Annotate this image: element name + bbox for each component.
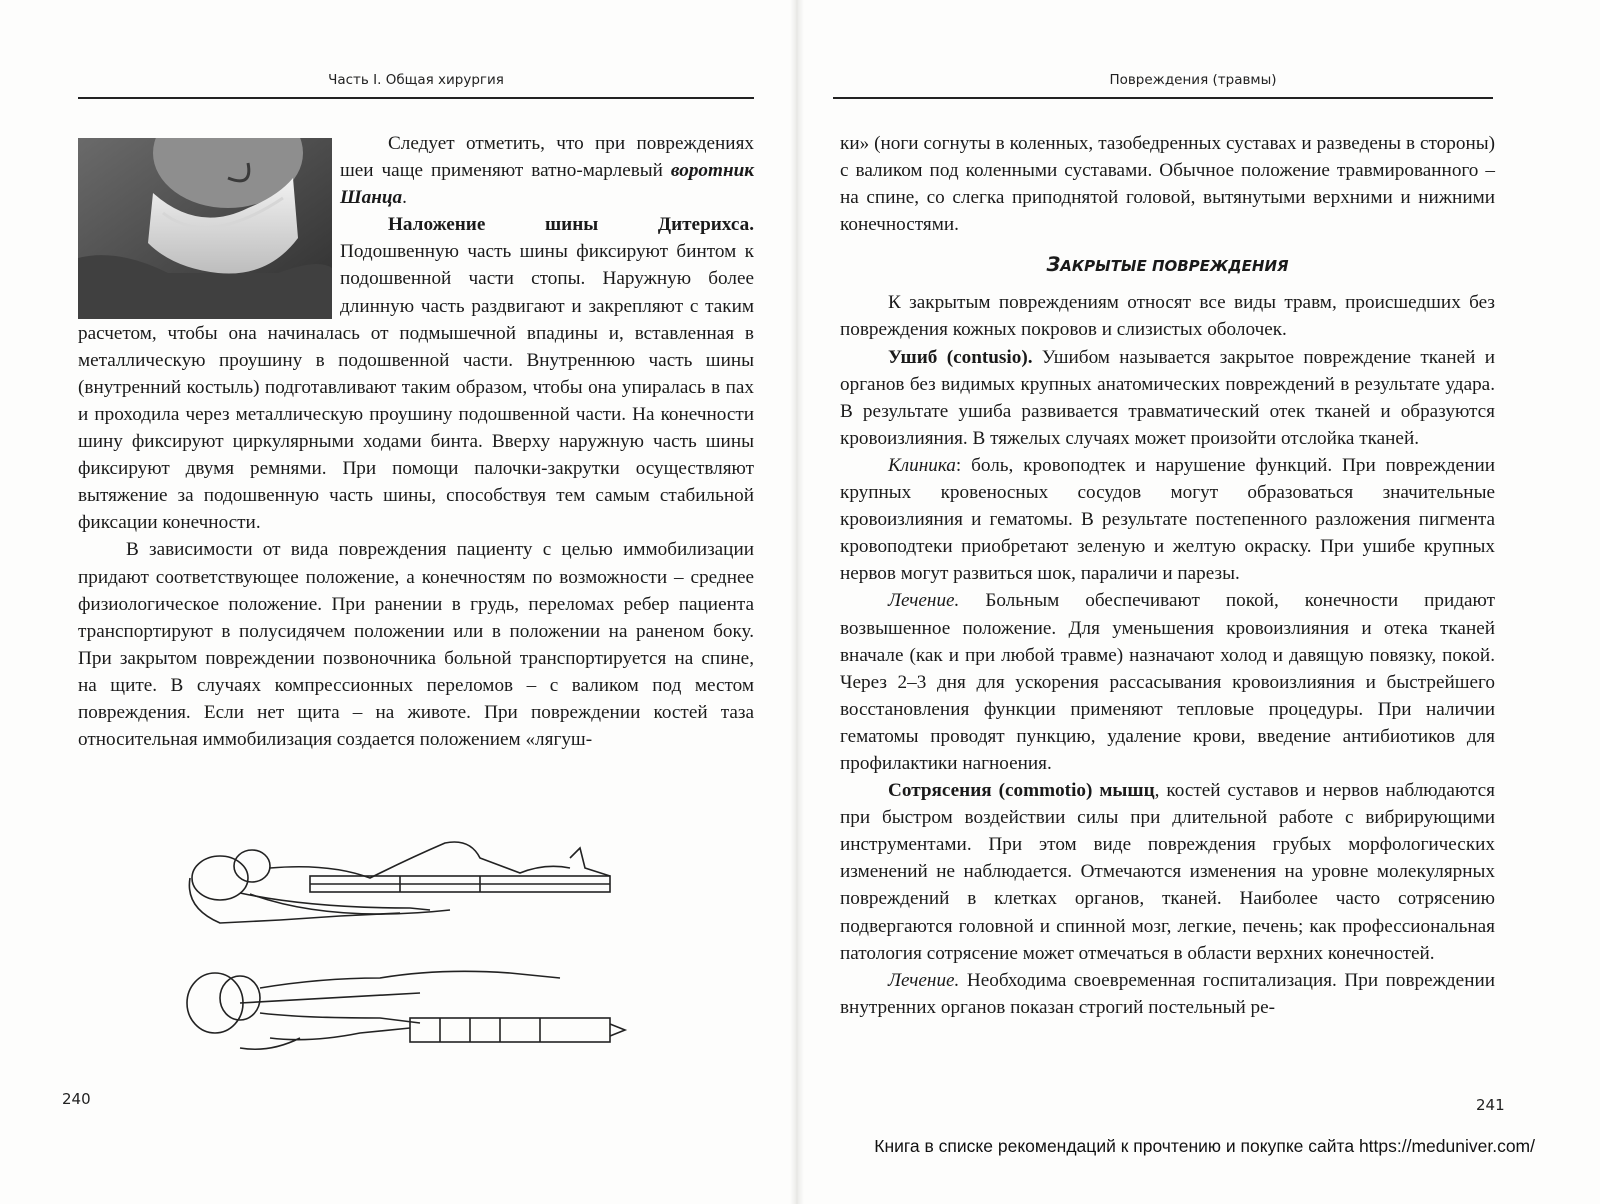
left-header-rule [78,97,754,99]
contusion-text: Ушибом называется закрытое повреждение тканей и органов без видимых крупных анатомических повреждений в результате удара. В результате ушиба развивается травматический отек тканей и образуются кровоизлияния. В тяжелых случаях может произойти отслойка тканей. [840,346,1495,449]
watermark-text: Книга в списке рекомендаций к прочтению и покупке сайта https://meduniver.com/ [874,1136,1535,1156]
page-number-240: 240 [62,1090,91,1108]
dieterichs-splint-illustration [180,838,650,1078]
treatment-term-1: Лечение. [888,590,960,612]
treatment-text-1: Больным обеспечивают покой, конечности придают возвышенное положение. Для уменьшения кровоизлияния и отека тканей вначале (как и при любой травме) назначают холод и давящую повязку, покой. Через 2–3 дня для ускорения рассасывания кровоизлияния и быстрейшего восстановления функции применяют тепловые процедуры. При наличии гематомы проводят пункцию, удаление крови, введение антибиотиков для профилактики нагноения. [840,590,1495,774]
clinic-text: : боль, кровоподтек и нарушение функций. При повреждении крупных кровеносных сосудов могут образоваться значительные кровоизлияния и гематомы. В результате постепенного разложения пигмента кровоподтеки приобретают зеленую и желтую окраску. При ушибе крупных нервов могут развиться шок, параличи и парезы. [840,454,1495,585]
intro-end: . [402,187,407,209]
commotio-paragraph [840,777,1495,967]
right-running-head: Повреждения (травмы) [1109,72,1277,88]
book-gutter [790,0,804,1204]
section-heading-closed-injuries [840,238,1495,289]
commotio-term: Сотрясения (commotio) мышц [888,780,1155,802]
heading-rest: АКРЫТЫЕ ПОВРЕЖДЕНИЯ [1060,257,1289,276]
dieterichs-heading: Наложение шины Дитерихса. [388,214,754,236]
treatment-term-2: Лечение. [888,969,960,991]
page-number-241: 241 [1476,1096,1505,1114]
clinic-term: Клиника [888,454,956,476]
contusion-term: Ушиб (contusio). [888,346,1033,368]
left-running-head: Часть I. Общая хирургия [328,72,504,88]
treatment-paragraph-2 [840,967,1495,1021]
treatment-text-2: Необходима своевременная госпитализация. При повреждении внутренних органов показан строгий постельный ре- [840,969,1495,1018]
right-header-rule [833,97,1493,99]
shantz-collar-term: воротник Шанца [340,160,754,209]
clinic-paragraph [840,452,1495,587]
closed-injuries-paragraph: К закрытым повреждениям относят все виды травм, происшедших без повреждения кожных покровов и слизистых оболочек. [840,292,1495,341]
left-page-body [78,130,754,753]
commotio-text: , костей суставов и нервов наблюдаются при быстром воздействии силы при длительной работе с вибрирующими инструментами. При этом виде повреждения грубых морфологических изменений не наблюдается. Отмечаются изменения на уровне молекулярных повреждений в клетках органов, тканей. Наиболее часто сотрясению подвергаются головной и спинной мозг, легкие, печень; как профессиональная патология сотрясение может отмечаться в области верхних конечностей. [840,780,1495,964]
continued-paragraph: ки» (ноги согнуты в коленных, тазобедренных суставах и разведены в стороны) с валиком под коленными суставами. Обычное положение травмированного – на спине, со слегка приподнятой головой, вытянутыми верхними и нижними конечностями. [840,133,1495,236]
photo-float-spacer [78,130,340,311]
dieterichs-text: Подошвенную часть шины фиксируют бинтом к подошвенной части стопы. Наружную более длинную часть раздвигают и закрепляют с таким расчетом, чтобы она начиналась от подмышечной впадины и, вставленная в металлическую проушину в подошвенной части. Внутреннюю часть шины (внутренний костыль) подготавливают таким образом, чтобы она упиралась в пах и проходила через металлическую проушину подошвенной части. На конечности шину фиксируют циркулярными ходами бинта. Вверху наружную часть шины фиксируют двумя ремнями. При помощи палочки-закрутки осуществляют вытяжение за подошвенную часть шины, способствуя тем самым стабильной фиксации конечности. [78,241,754,534]
position-paragraph: В зависимости от вида повреждения пациенту с целью иммобилизации придают соответствующее положение, а конечностям по возможности – среднее физиологическое положение. При ранении в грудь, переломах ребер пациента транспортируют в полусидячем положении или в положении на раненом боку. При закрытом повреждении позвоночника больной транспортируется на спине, на щите. В случаях компрессионных переломов – с валиком под местом повреждения. Если нет щита – на животе. При повреждении костей таза относительная иммобилизация создается положением «лягуш- [78,539,754,751]
heading-initial: З [1046,253,1061,277]
treatment-paragraph-1 [840,587,1495,777]
contusion-paragraph [840,344,1495,452]
intro-text: Следует отметить, что при повреждениях шеи чаще применяют ватно-марлевый [340,133,754,182]
right-page-body [840,130,1495,1021]
